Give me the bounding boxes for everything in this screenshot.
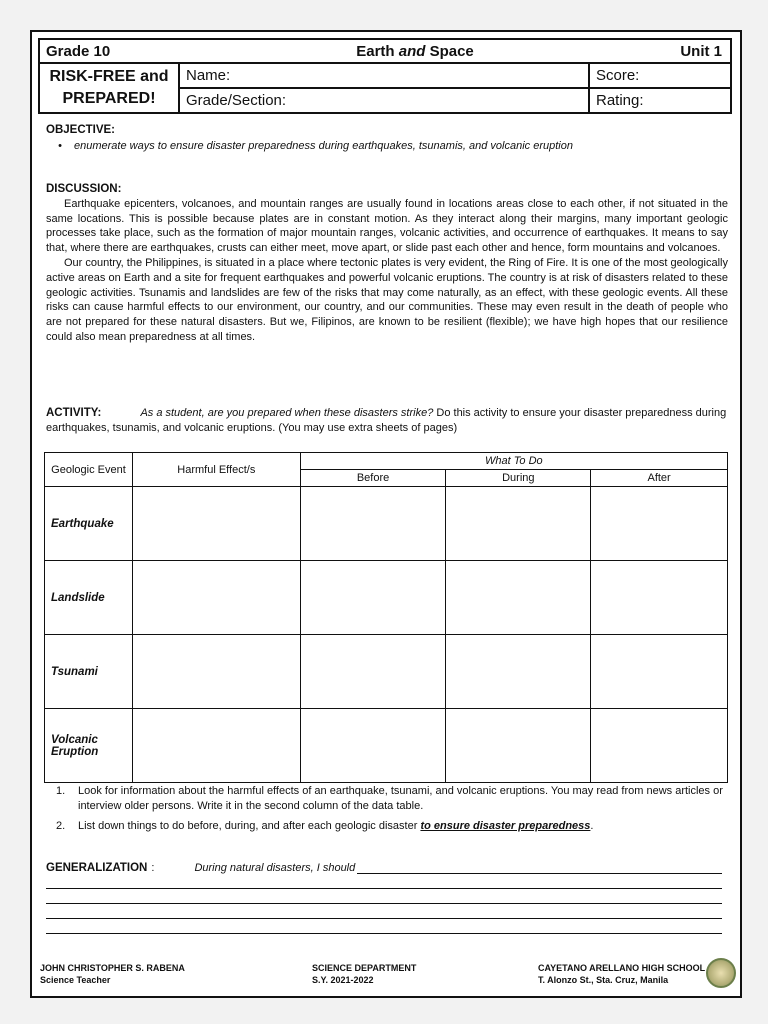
- activity-instruction: Do this activity to ensure your disaster preparedness during earthquakes, tsunamis, and volcanic eruptions. (You may use extra sheets of pages): [46, 407, 727, 434]
- answer-cell[interactable]: [132, 709, 300, 783]
- answer-cell[interactable]: [300, 709, 446, 783]
- school-year: S.Y. 2021-2022: [312, 975, 374, 985]
- school-seal-icon: [706, 958, 736, 988]
- answer-line[interactable]: [46, 889, 722, 904]
- answer-cell[interactable]: [591, 635, 728, 709]
- table-row: [45, 635, 728, 709]
- col-before: Before: [300, 470, 446, 487]
- answer-line[interactable]: [46, 874, 722, 889]
- generalization-label: GENERALIZATION: [46, 862, 148, 874]
- department: SCIENCE DEPARTMENT: [312, 963, 417, 973]
- header-top-row: [40, 40, 730, 64]
- row-earthquake: Earthquake: [45, 487, 133, 561]
- activity-section: [46, 406, 728, 436]
- col-after: After: [591, 470, 728, 487]
- list-item: 1. Look for information about the harmful effects of an earthquake, tsunami, and volcanic eruptions. You may read from news articles or interview older persons. Write it in the second column of the data table.: [56, 785, 723, 812]
- worksheet-title: RISK-FREE and PREPARED!: [40, 64, 180, 112]
- answer-cell[interactable]: [446, 487, 591, 561]
- answer-line[interactable]: [46, 919, 722, 934]
- objective-item: • enumerate ways to ensure disaster preparedness during earthquakes, tsunamis, and volcanic eruption: [46, 140, 726, 152]
- grade-section-field[interactable]: Grade/Section:: [180, 89, 590, 112]
- answer-cell[interactable]: [132, 635, 300, 709]
- school-address: T. Alonzo St., Sta. Cruz, Manila: [538, 975, 669, 985]
- discussion-paragraph-1: Earthquake epicenters, volcanoes, and mountain ranges are usually found in locations areas close to each other, if not situated in the same locations. This is possible because plates are in constant motion. As they interact along their margins, many important geologic processes take place, such as the formation of major mountain ranges, volcanic activities, and occurrence of earthquakes. It means to say that, where there are earthquakes, crusts can either meet, move apart, or slide past each other and hence, form mountains and volcanoes.: [46, 197, 728, 255]
- objective-section: [46, 124, 726, 152]
- answer-cell[interactable]: [446, 561, 591, 635]
- answer-line[interactable]: [357, 862, 722, 874]
- grade-label: Grade 10: [46, 42, 111, 60]
- generalization-prompt: During natural disasters, I should: [194, 862, 356, 874]
- row-landslide: Landslide: [45, 561, 133, 635]
- header-table: [38, 38, 732, 114]
- instructions-list: [56, 784, 728, 840]
- teacher-name: JOHN CHRISTOPHER S. RABENA: [40, 963, 185, 973]
- answer-cell[interactable]: [591, 561, 728, 635]
- unit-label: Unit 1: [680, 42, 722, 60]
- table-row: [45, 709, 728, 783]
- col-what-to-do: What To Do: [300, 453, 727, 470]
- worksheet-page: [30, 30, 742, 998]
- list-item: 2. List down things to do before, during, and after each geologic disaster to ensure disaster preparedness.: [56, 820, 594, 832]
- answer-cell[interactable]: [300, 635, 446, 709]
- answer-line[interactable]: [46, 904, 722, 919]
- table-row: [45, 561, 728, 635]
- name-field[interactable]: Name:: [180, 64, 590, 87]
- answer-cell[interactable]: [446, 635, 591, 709]
- col-geologic-event: Geologic Event: [45, 453, 133, 487]
- table-row: [45, 487, 728, 561]
- answer-cell[interactable]: [446, 709, 591, 783]
- col-harmful-effects: Harmful Effect/s: [132, 453, 300, 487]
- answer-cell[interactable]: [132, 561, 300, 635]
- activity-question: As a student, are you prepared when these disasters strike?: [140, 407, 434, 419]
- bullet-icon: •: [58, 140, 62, 152]
- discussion-section: [46, 182, 728, 345]
- score-field[interactable]: Score:: [596, 67, 640, 84]
- answer-cell[interactable]: [300, 561, 446, 635]
- col-during: During: [446, 470, 591, 487]
- answer-cell[interactable]: [300, 487, 446, 561]
- rating-field[interactable]: Rating:: [596, 92, 644, 109]
- generalization-section: GENERALIZATION : During natural disasters, I should: [46, 862, 722, 934]
- objective-label: OBJECTIVE:: [46, 124, 116, 136]
- subject-title: Earth and Space: [356, 42, 474, 60]
- discussion-paragraph-2: Our country, the Philippines, is situated in a place where tectonic plates is very evident, the Ring of Fire. It is one of the most geologically active areas on Earth and a site for frequent earthquakes and powerful volcanic eruptions. The country is at risk of disasters related to these geologic activities. Tsunamis and landslides are few of the risks that may come naturally, as an effect, with these geologic events. All these risks can cause harmful effects to our environment, our country, and our communities. These may even result in the death of people who are not prepared for these natural disasters. But we, Filipinos, are known to be resilient (flexible); we have high hopes that our resilience could also mean preparedness at all times.: [46, 256, 728, 343]
- discussion-label: DISCUSSION:: [46, 183, 122, 195]
- teacher-role: Science Teacher: [40, 975, 111, 985]
- row-volcanic-eruption: Volcanic Eruption: [45, 709, 133, 783]
- answer-cell[interactable]: [132, 487, 300, 561]
- school-name: CAYETANO ARELLANO HIGH SCHOOL: [538, 963, 706, 973]
- answer-cell[interactable]: [591, 709, 728, 783]
- row-tsunami: Tsunami: [45, 635, 133, 709]
- activity-table: [44, 452, 728, 783]
- answer-cell[interactable]: [591, 487, 728, 561]
- activity-label: ACTIVITY:: [46, 407, 102, 419]
